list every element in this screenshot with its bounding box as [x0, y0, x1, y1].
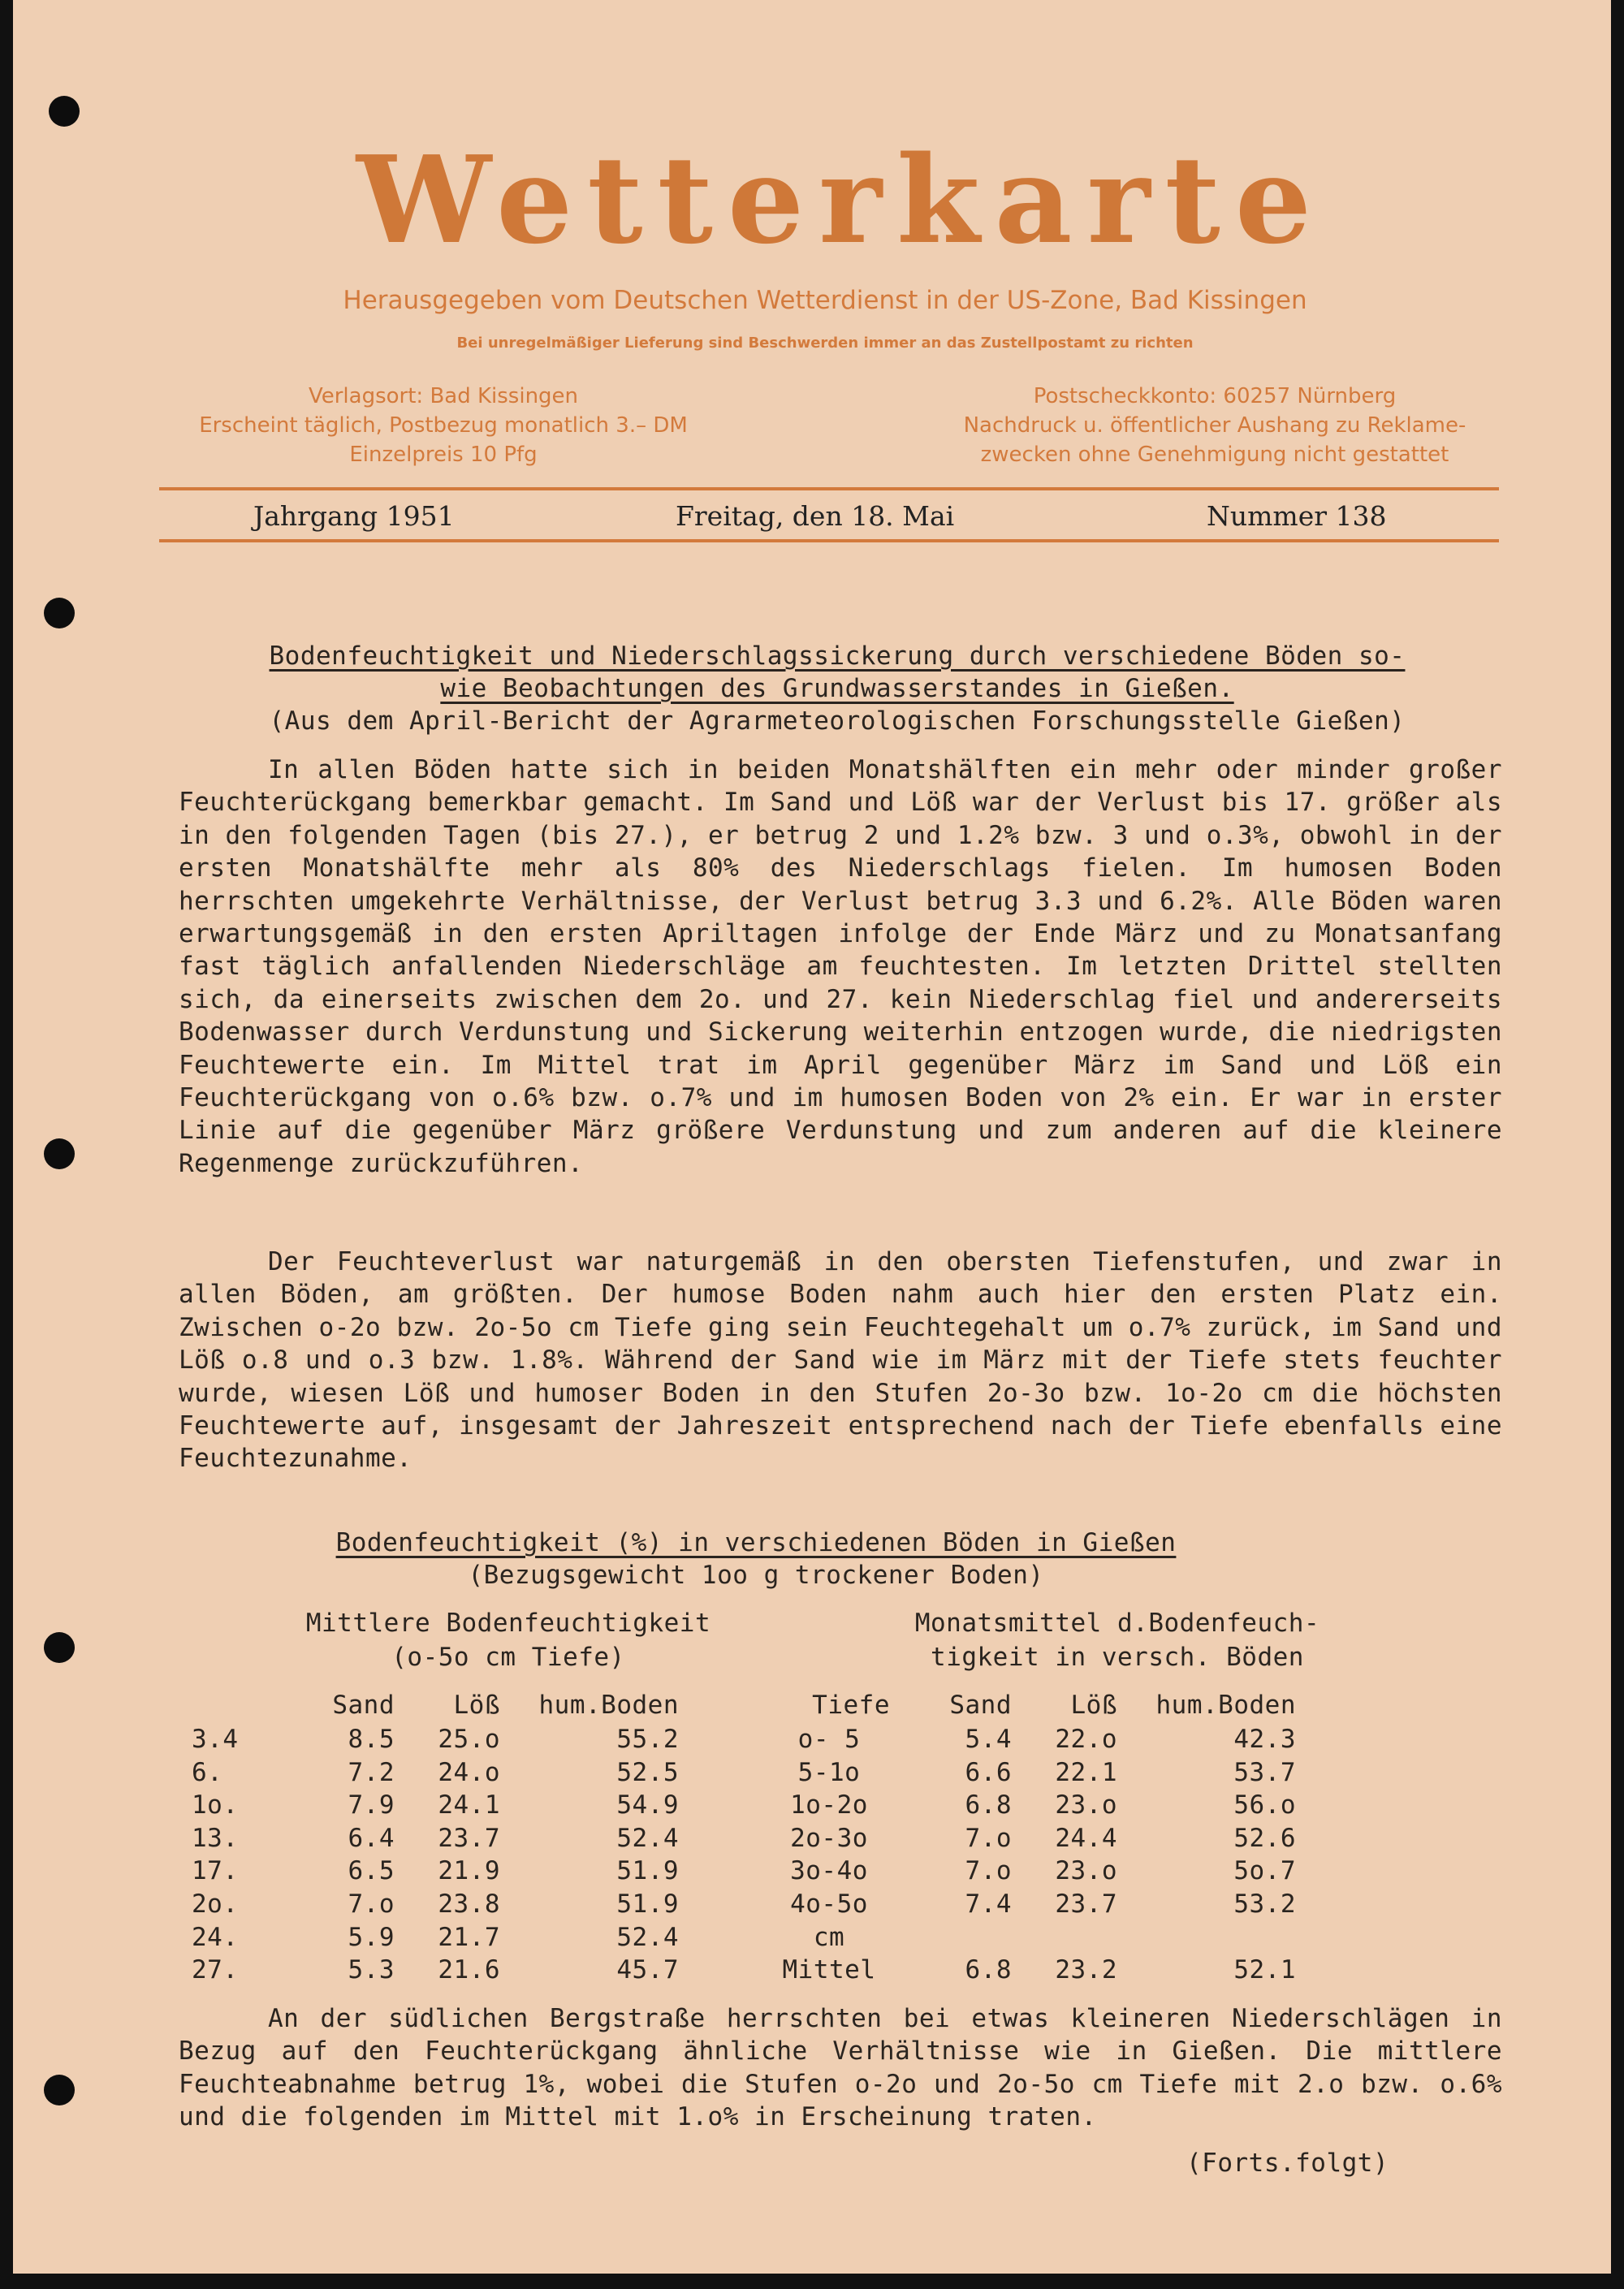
table-cell: 23.7 — [1055, 1889, 1117, 1919]
newspaper-page — [13, 0, 1611, 2274]
table-cell — [890, 1921, 1012, 1954]
table-cell: 42.3 — [1233, 1725, 1296, 1754]
right-table-body — [768, 1723, 1296, 1987]
table-cell: 6.5 — [348, 1856, 395, 1886]
issue-date: Freitag, den 18. Mai — [676, 500, 955, 532]
table-cell: 3.4 — [192, 1725, 239, 1754]
table-row — [768, 1888, 1296, 1921]
issue-number: Nummer 138 — [1207, 500, 1387, 532]
table-cell: cm — [813, 1922, 845, 1952]
table-cell — [1012, 1921, 1117, 1954]
table-cell: 21.9 — [438, 1856, 500, 1886]
table-cell: 52.4 — [616, 1823, 679, 1853]
punch-hole — [44, 1632, 75, 1663]
article-paragraph-1: In allen Böden hatte sich in beiden Monatshälften ein mehr oder minder großer Feuchterückgang bemerkbar gemacht. Im Sand und Löß war der Verlust bis 17. größer als in den folgenden Tagen (bis 27.), er betrug 2 und 1.2% bzw. 3 und o.3%, obwohl in der ersten Monatshälfte mehr als 80% des Niederschlags fielen. Im humosen Boden herrschten umgekehrte Verhältnisse, der Verlust betrug 3.3 und 6.2%. Alle Böden waren erwartungsgemäß in den ersten Apriltagen infolge der Ende März und zu Monatsanfang fast täglich anfallenden Niederschläge am feuchtesten. Im letzten Drittel stellten sich, da einerseits zwischen dem 2o. und 27. kein Niederschlag fiel und andererseits Bodenwasser durch Verdunstung und Sickerung weiterhin entzogen wurde, die niedrigsten Feuchtewerte ein. Im Mittel trat im April gegenüber März im Sand und Löß ein Feuchterückgang von o.6% bzw. o.7% und im humosen Boden von 2% ein. Er war in erster Linie auf die gegenüber März größere Verdunstung und zum anderen auf die kleinere Regenmenge zurückzuführen. — [179, 755, 1502, 1178]
article-source: (Aus dem April-Bericht der Agrarmeteorologischen Forschungsstelle Gießen) — [269, 706, 1406, 736]
table-cell: 53.2 — [1233, 1889, 1296, 1919]
table-cell: 7.o — [348, 1889, 395, 1919]
table-cell: o- 5 — [797, 1725, 861, 1754]
table-cell: 6.8 — [965, 1955, 1012, 1985]
table-cell: 52.1 — [1233, 1955, 1296, 1985]
left-table-header — [192, 1689, 679, 1722]
table-cell: 5.4 — [965, 1725, 1012, 1754]
table-row — [192, 1921, 679, 1954]
table-row — [768, 1855, 1296, 1888]
table-row — [768, 1822, 1296, 1855]
table-cell: 51.9 — [616, 1856, 679, 1886]
table-cell: Mittel — [782, 1955, 876, 1985]
info-line: Erscheint täglich, Postbezug monatlich 3.– DM — [199, 413, 688, 438]
table-cell: 5-1o — [797, 1757, 861, 1787]
table-cell: 7.o — [965, 1823, 1012, 1853]
table-cell: 2o. — [192, 1889, 239, 1919]
column-header: hum.Boden — [1155, 1691, 1296, 1720]
table-cell: 7.4 — [965, 1889, 1012, 1919]
table-cell: 27. — [192, 1955, 239, 1985]
table-row — [768, 1954, 1296, 1987]
table-cell: 24.1 — [438, 1790, 500, 1820]
column-header: Löß — [453, 1691, 500, 1720]
table-cell: 6. — [192, 1757, 223, 1787]
table-row — [768, 1921, 1296, 1954]
continued-note: (Forts.folgt) — [1186, 2149, 1389, 2178]
table-row — [192, 1756, 679, 1790]
table-row — [192, 1855, 679, 1888]
left-heading-line: (o-5o cm Tiefe) — [391, 1643, 625, 1672]
table-cell: 23.8 — [438, 1889, 500, 1919]
right-table-header — [768, 1689, 1296, 1722]
punch-hole — [49, 96, 80, 127]
masthead-rule-bottom — [159, 539, 1499, 542]
table-cell: 23.o — [1055, 1856, 1117, 1886]
left-table-heading — [257, 1606, 760, 1674]
table-cell: 52.5 — [616, 1757, 679, 1787]
table-cell: 51.9 — [616, 1889, 679, 1919]
table-row — [192, 1954, 679, 1987]
info-line: Postscheckkonto: 60257 Nürnberg — [1033, 384, 1397, 408]
right-heading-line: Monatsmittel d.Bodenfeuch- — [914, 1609, 1320, 1638]
article-paragraph-3: An der südlichen Bergstraße herrschten bei etwas kleineren Niederschlägen in Bezug auf den Feuchterückgang ähnliche Verhältnisse wie in Gießen. Die mittlere Feuchteabnahme betrug 1%, wobei die Stufen o-2o und 2o-5o cm Tiefe mit 2.o bzw. o.6% und die folgenden im Mittel mit 1.o% in Erscheinung traten. — [179, 2004, 1502, 2132]
table-cell: 8.5 — [348, 1725, 395, 1754]
info-line: Nachdruck u. öffentlicher Aushang zu Reklame- — [963, 413, 1466, 438]
article-heading — [175, 640, 1499, 737]
table-cell: 52.6 — [1233, 1823, 1296, 1853]
article-heading-line: Bodenfeuchtigkeit und Niederschlagssickerung durch verschiedene Böden so- — [269, 641, 1406, 671]
table-cell: 22.1 — [1055, 1757, 1117, 1787]
table-cell: 7.9 — [348, 1790, 395, 1820]
right-table-heading — [874, 1606, 1361, 1674]
table-cell: 5.3 — [348, 1955, 395, 1985]
table-cell: 21.7 — [438, 1922, 500, 1952]
table-cell: 17. — [192, 1856, 239, 1886]
table-cell: 56.o — [1233, 1790, 1296, 1820]
right-heading-line: tigkeit in versch. Böden — [931, 1643, 1304, 1672]
table-cell: 53.7 — [1233, 1757, 1296, 1787]
table-cell: 3o-4o — [790, 1856, 868, 1886]
info-line: zwecken ohne Genehmigung nicht gestattet — [980, 443, 1449, 467]
table-cell: 6.6 — [965, 1757, 1012, 1787]
table-cell: 5o.7 — [1233, 1856, 1296, 1886]
publisher-info-left — [167, 382, 719, 469]
table-cell: 13. — [192, 1823, 239, 1853]
table-cell: 22.o — [1055, 1725, 1117, 1754]
table-cell: 7.o — [965, 1856, 1012, 1886]
column-header: Löß — [1070, 1691, 1117, 1720]
table-cell: 24. — [192, 1922, 239, 1952]
masthead-rule-top — [159, 487, 1499, 490]
table-row — [192, 1822, 679, 1855]
punch-hole — [44, 1138, 75, 1169]
table-row — [768, 1789, 1296, 1822]
publisher-line: Herausgegeben vom Deutschen Wetterdienst in der US-Zone, Bad Kissingen — [343, 286, 1307, 315]
left-heading-line: Mittlere Bodenfeuchtigkeit — [305, 1609, 711, 1638]
punch-hole — [44, 2075, 75, 2105]
table-row — [192, 1888, 679, 1921]
delivery-notice: Bei unregelmäßiger Lieferung sind Beschwerden immer an das Zustellpostamt zu richten — [456, 335, 1194, 352]
table-cell: 52.4 — [616, 1922, 679, 1952]
volume-label: Jahrgang 1951 — [253, 500, 455, 532]
table-cell: 7.2 — [348, 1757, 395, 1787]
table-cell: 1o. — [192, 1790, 239, 1820]
masthead-title: Wetterkarte — [356, 129, 1327, 270]
column-header: Sand — [332, 1691, 395, 1720]
table-title — [175, 1527, 1337, 1592]
article-heading-line: wie Beobachtungen des Grundwasserstandes in Gießen. — [440, 674, 1234, 703]
info-line: Einzelpreis 10 Pfg — [349, 443, 538, 467]
table-cell: 4o-5o — [790, 1889, 868, 1919]
column-header: hum.Boden — [538, 1691, 679, 1720]
article-paragraph-2: Der Feuchteverlust war naturgemäß in den obersten Tiefenstufen, und zwar in allen Böden, am größten. Der humose Boden nahm auch hier den ersten Platz ein. Zwischen o-2o bzw. 2o-5o cm Tiefe ging sein Feuchtegehalt um o.7% zurück, im Sand und Löß o.8 und o.3 bzw. 1.8%. Während der Sand wie im März mit der Tiefe stets feuchter wurde, wiesen Löß und humoser Boden in den Stufen 2o-3o bzw. 1o-2o cm die höchsten Feuchtewerte auf, insgesamt der Jahreszeit entsprechend nach der Tiefe ebenfalls eine Feuchtezunahme. — [179, 1247, 1502, 1474]
table-cell — [1117, 1921, 1296, 1954]
table-cell: 23.7 — [438, 1823, 500, 1853]
table-subtitle: (Bezugsgewicht 1oo g trockener Boden) — [468, 1561, 1044, 1590]
table-row — [768, 1756, 1296, 1790]
column-header: Sand — [949, 1691, 1012, 1720]
column-header: Tiefe — [812, 1691, 890, 1720]
table-row — [192, 1789, 679, 1822]
table-cell: 6.8 — [965, 1790, 1012, 1820]
publisher-info-right — [939, 382, 1491, 469]
info-line: Verlagsort: Bad Kissingen — [308, 384, 579, 408]
punch-hole — [44, 598, 75, 628]
table-cell: 6.4 — [348, 1823, 395, 1853]
table-cell: 55.2 — [616, 1725, 679, 1754]
table-cell: 21.6 — [438, 1955, 500, 1985]
table-cell: 45.7 — [616, 1955, 679, 1985]
table-cell: 24.4 — [1055, 1823, 1117, 1853]
table-cell: 2o-3o — [790, 1823, 868, 1853]
table-cell: 5.9 — [348, 1922, 395, 1952]
table-cell: 54.9 — [616, 1790, 679, 1820]
table-cell: 23.2 — [1055, 1955, 1117, 1985]
table-cell: 25.o — [438, 1725, 500, 1754]
table-row — [768, 1723, 1296, 1756]
table-cell: 24.o — [438, 1757, 500, 1787]
table-cell: 23.o — [1055, 1790, 1117, 1820]
table-row — [192, 1723, 679, 1756]
table-cell: 1o-2o — [790, 1790, 868, 1820]
left-table-body — [192, 1723, 679, 1987]
table-title-text: Bodenfeuchtigkeit (%) in verschiedenen Böden in Gießen — [335, 1528, 1177, 1557]
